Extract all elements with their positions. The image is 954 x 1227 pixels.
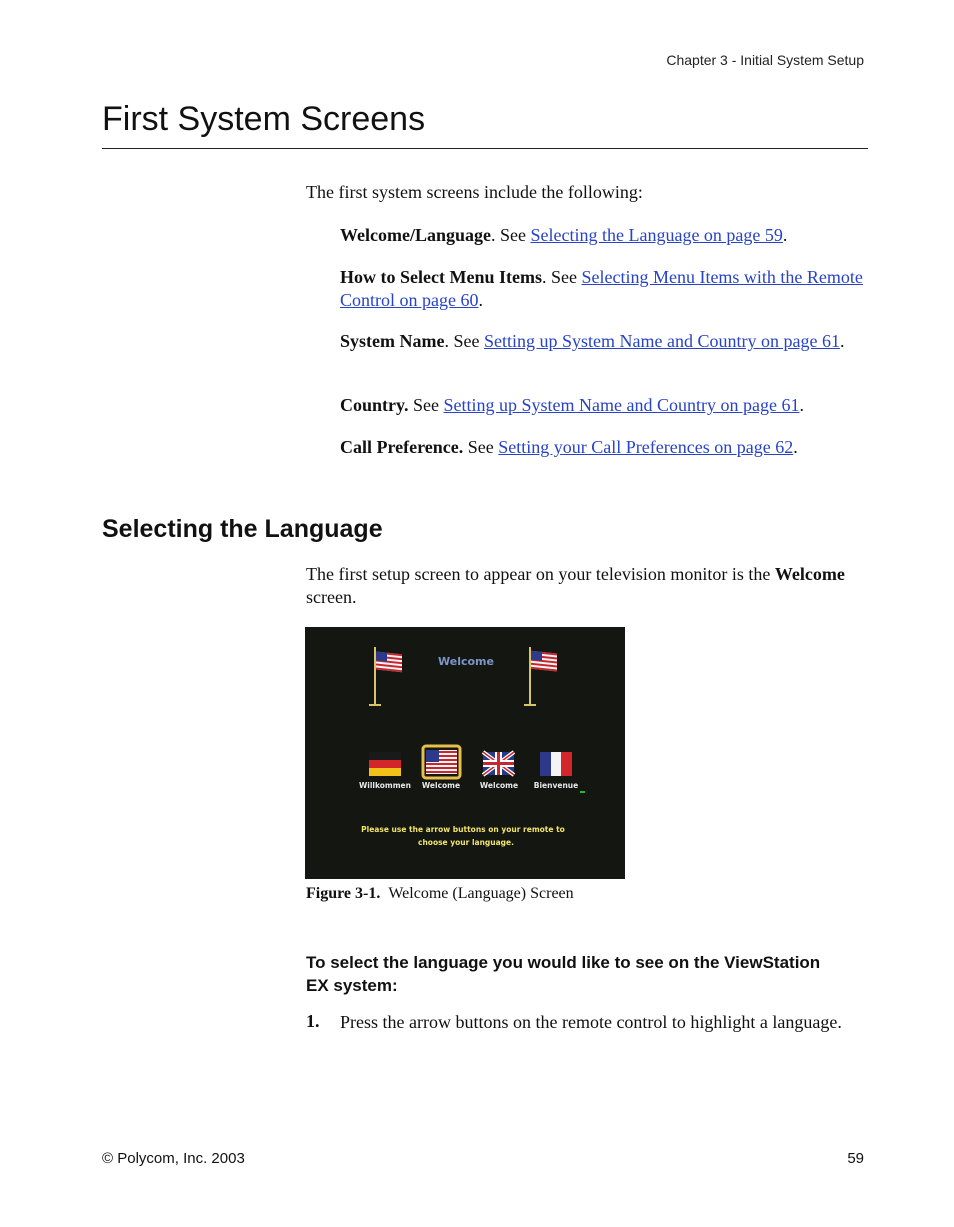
footer-page-number: 59: [847, 1150, 864, 1167]
step-number: 1.: [306, 1011, 320, 1031]
item-term: Call Preference.: [340, 437, 464, 457]
subsection-title: Selecting the Language: [102, 515, 383, 543]
item-term: System Name: [340, 331, 445, 351]
instruction-line-1: Please use the arrow buttons on your remote to: [361, 825, 565, 834]
title-rule: [102, 148, 868, 149]
item-link[interactable]: Setting your Call Preferences on page 62: [498, 437, 794, 457]
language-label[interactable]: Bienvenue: [533, 781, 579, 790]
list-item: [340, 224, 870, 247]
item-end: .: [839, 331, 845, 351]
list-item: [340, 266, 870, 312]
para-text-end: screen.: [306, 587, 357, 607]
language-labels: [359, 781, 578, 790]
welcome-screen-figure: [305, 627, 625, 879]
intro-text: The first system screens include the following:: [306, 182, 643, 202]
chapter-header: Chapter 3 - Initial System Setup: [666, 52, 864, 68]
item-link[interactable]: Selecting Menu Items with the Remote Control on page 60: [340, 267, 863, 310]
footer-copyright: © Polycom, Inc. 2003: [102, 1150, 245, 1167]
list-item: [340, 394, 870, 417]
para-text: The first setup screen to appear on your television monitor is the: [306, 564, 775, 584]
item-sep: See: [463, 437, 499, 457]
status-indicator: [580, 791, 585, 793]
figure-caption: [306, 885, 574, 903]
item-link[interactable]: Setting up System Name and Country on page 61: [483, 331, 840, 351]
flag-france-icon[interactable]: [540, 752, 572, 776]
page-title: First System Screens: [102, 100, 426, 138]
language-label[interactable]: Willkommen: [359, 781, 411, 790]
step-text: Press the arrow buttons on the remote control to highlight a language.: [340, 1012, 842, 1032]
item-term: How to Select Menu Items: [340, 267, 542, 287]
flag-german-icon[interactable]: [369, 752, 401, 776]
item-sep: . See: [541, 267, 582, 287]
item-link[interactable]: Selecting the Language on page 59: [530, 225, 783, 245]
para-bold: Welcome: [774, 564, 845, 584]
pole-flag-right-icon: [524, 647, 557, 706]
item-end: .: [782, 225, 788, 245]
pole-flag-left-icon: [369, 647, 402, 706]
item-sep: . See: [491, 225, 531, 245]
screen-title: Welcome: [438, 655, 494, 668]
item-term: Country.: [340, 395, 409, 415]
item-sep: See: [408, 395, 444, 415]
item-term: Welcome/Language: [340, 225, 491, 245]
item-end: .: [478, 290, 483, 310]
figure-label: Figure 3-1.: [306, 885, 381, 902]
item-end: .: [799, 395, 804, 415]
item-end: .: [793, 437, 798, 457]
list-item: [340, 330, 870, 353]
flag-us-selected-icon[interactable]: [423, 746, 460, 778]
language-label[interactable]: Welcome: [421, 781, 461, 790]
instruction-line-2: choose your language.: [418, 838, 514, 847]
item-link[interactable]: Setting up System Name and Country on page 61: [443, 395, 800, 415]
welcome-screen-svg: [305, 627, 625, 879]
list-item: [340, 436, 870, 459]
language-label[interactable]: Welcome: [479, 781, 519, 790]
item-sep: . See: [444, 331, 484, 351]
flag-uk-icon[interactable]: [483, 752, 514, 775]
procedure-title: To select the language you would like to see on the ViewStation EX system:: [306, 953, 821, 995]
body-paragraph: [306, 563, 866, 609]
figure-caption-text: Welcome (Language) Screen: [388, 885, 574, 902]
